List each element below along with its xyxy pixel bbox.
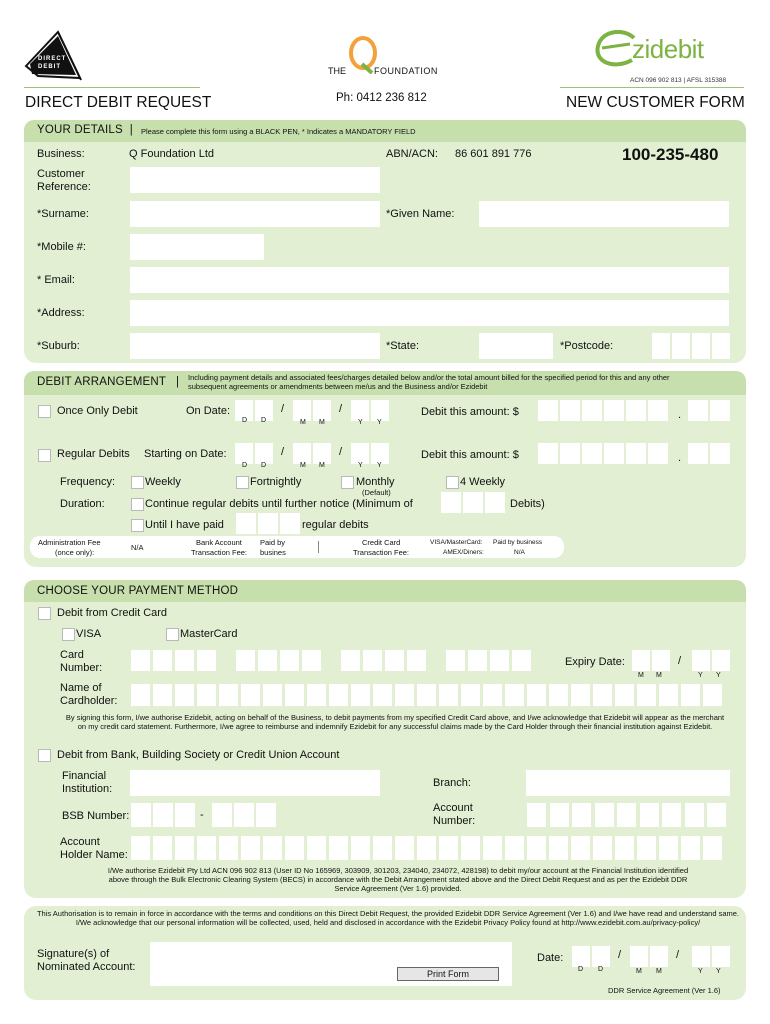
email-label: * Email:	[37, 274, 75, 286]
four-weekly-label: 4 Weekly	[460, 476, 506, 488]
card-number-label: Card Number:	[60, 649, 103, 674]
bsb-digit[interactable]	[212, 803, 232, 827]
account-holder-char[interactable]	[505, 836, 524, 860]
cardholder-name-char[interactable]	[197, 684, 216, 706]
regular-debits-suffix: regular debits	[302, 519, 369, 531]
card-number-digit[interactable]	[446, 650, 465, 671]
account-holder-char[interactable]	[461, 836, 480, 860]
financial-institution-input[interactable]	[130, 770, 380, 796]
sign-date-day2[interactable]	[592, 946, 610, 967]
account-holder-char[interactable]	[241, 836, 260, 860]
payment-method-heading: CHOOSE YOUR PAYMENT METHOD	[37, 585, 239, 597]
bsb-digit[interactable]	[256, 803, 276, 827]
mastercard-checkbox[interactable]	[166, 628, 179, 641]
start-date-month1[interactable]	[293, 443, 311, 464]
cardholder-name-char[interactable]	[373, 684, 392, 706]
dm-y: Y	[358, 462, 363, 469]
continue-label: Continue regular debits until further notice (Minimum of	[145, 498, 413, 510]
account-holder-char[interactable]	[285, 836, 304, 860]
cc-fee-label: Credit Card	[362, 538, 401, 547]
sign-date-month1[interactable]	[630, 946, 648, 967]
card-number-digit[interactable]	[302, 650, 321, 671]
account-holder-char[interactable]	[263, 836, 282, 860]
card-number-digit[interactable]	[468, 650, 487, 671]
dm-m: M	[300, 419, 306, 426]
business-label: Business:	[37, 148, 85, 160]
cardholder-label: Name of Cardholder:	[60, 682, 118, 707]
start-date-day2[interactable]	[255, 443, 273, 464]
account-holder-char[interactable]	[637, 836, 656, 860]
postcode-digit[interactable]	[652, 333, 670, 359]
foundation-the: THE	[328, 66, 346, 76]
customer-reference-input[interactable]	[130, 167, 380, 193]
card-number-digit[interactable]	[153, 650, 172, 671]
regular-amount-digit[interactable]	[582, 443, 602, 464]
postcode-digit[interactable]	[672, 333, 690, 359]
ezidebit-logo	[594, 30, 746, 70]
account-number-digit[interactable]	[572, 803, 591, 827]
cardholder-name-char[interactable]	[505, 684, 524, 706]
minimum-debits-input[interactable]	[485, 492, 505, 513]
postcode-label: *Postcode:	[560, 340, 614, 352]
postcode-digit[interactable]	[692, 333, 710, 359]
cardholder-name-char[interactable]	[417, 684, 436, 706]
decimal-point: .	[678, 452, 682, 464]
account-holder-char[interactable]	[373, 836, 392, 860]
date-label: Date:	[537, 952, 564, 964]
bsb-dash: -	[200, 809, 204, 821]
dm-y: Y	[716, 672, 721, 679]
dm-d: D	[261, 417, 267, 424]
dm-d: D	[578, 966, 584, 973]
starting-date-label: Starting on Date:	[144, 448, 227, 460]
form-subtitle: NEW CUSTOMER FORM	[566, 94, 745, 111]
account-holder-char[interactable]	[681, 836, 700, 860]
dm-m: M	[319, 462, 325, 469]
cardholder-name-char[interactable]	[175, 684, 194, 706]
account-number-digit[interactable]	[640, 803, 659, 827]
account-holder-char[interactable]	[659, 836, 678, 860]
sign-date-year1[interactable]	[692, 946, 710, 967]
debits-suffix: Debits)	[510, 498, 545, 510]
dm-y: Y	[698, 968, 703, 975]
bank-label: Debit from Bank, Building Society or Credit Union Account	[57, 749, 340, 761]
expiry-month1[interactable]	[632, 650, 650, 671]
given-name-label: *Given Name:	[386, 208, 455, 220]
weekly-checkbox[interactable]	[131, 476, 144, 489]
duration-label: Duration:	[60, 498, 105, 510]
bank-fee-sub: Transaction Fee:	[191, 548, 247, 557]
date-slash: /	[281, 446, 285, 458]
state-label: *State:	[386, 340, 420, 352]
account-holder-char[interactable]	[197, 836, 216, 860]
card-number-digit[interactable]	[512, 650, 531, 671]
financial-institution-label: Financial Institution:	[62, 770, 113, 795]
cardholder-name-char[interactable]	[637, 684, 656, 706]
card-number-digit[interactable]	[258, 650, 277, 671]
visa-checkbox[interactable]	[62, 628, 75, 641]
once-cents-digit[interactable]	[710, 400, 730, 421]
dm-d: D	[242, 462, 248, 469]
account-holder-char[interactable]	[439, 836, 458, 860]
cardholder-name-char[interactable]	[703, 684, 722, 706]
amex-value: N/A	[514, 549, 525, 556]
cardholder-name-char[interactable]	[593, 684, 612, 706]
address-input[interactable]	[130, 300, 729, 326]
date-slash: /	[618, 949, 622, 961]
visa-mc-label: VISA/MasterCard:	[430, 539, 483, 546]
account-holder-char[interactable]	[219, 836, 238, 860]
regular-amount-digit[interactable]	[560, 443, 580, 464]
phone-number: Ph: 0412 236 812	[336, 92, 427, 104]
surname-label: *Surname:	[37, 208, 89, 220]
dm-m: M	[656, 968, 662, 975]
dm-y: Y	[377, 419, 382, 426]
once-amount-digit[interactable]	[582, 400, 602, 421]
account-holder-char[interactable]	[417, 836, 436, 860]
your-details-note: Please complete this form using a BLACK PEN, * Indicates a MANDATORY FIELD	[141, 127, 416, 136]
once-cents-digit[interactable]	[688, 400, 708, 421]
cardholder-name-char[interactable]	[483, 684, 502, 706]
start-date-month2[interactable]	[313, 443, 331, 464]
start-date-year2[interactable]	[371, 443, 389, 464]
card-number-digit[interactable]	[407, 650, 426, 671]
account-holder-char[interactable]	[307, 836, 326, 860]
cardholder-name-char[interactable]	[219, 684, 238, 706]
until-paid-input[interactable]	[236, 513, 256, 534]
account-holder-char[interactable]	[395, 836, 414, 860]
print-form-button[interactable]	[397, 967, 499, 981]
regular-amount-digit[interactable]	[604, 443, 624, 464]
credit-card-checkbox[interactable]	[38, 607, 51, 620]
bsb-digit[interactable]	[234, 803, 254, 827]
ezidebit-wordmark: zidebit	[632, 34, 704, 64]
expiry-slash: /	[678, 655, 682, 667]
suburb-label: *Suburb:	[37, 340, 80, 352]
continue-checkbox[interactable]	[131, 498, 144, 511]
expiry-year1[interactable]	[692, 650, 710, 671]
sign-date-day1[interactable]	[572, 946, 590, 967]
dm-d: D	[242, 417, 248, 424]
debit-arrangement-heading: DEBIT ARRANGEMENT |	[37, 376, 180, 388]
decimal-point: .	[678, 409, 682, 421]
cardholder-name-char[interactable]	[351, 684, 370, 706]
once-amount-digit[interactable]	[648, 400, 668, 421]
branch-input[interactable]	[526, 770, 730, 796]
dm-d: D	[598, 966, 604, 973]
mobile-label: *Mobile #:	[37, 241, 86, 253]
account-number-digit[interactable]	[527, 803, 546, 827]
account-holder-char[interactable]	[131, 836, 150, 860]
admin-fee-sub: (once only):	[55, 548, 95, 557]
date-slash: /	[676, 949, 680, 961]
account-holder-char[interactable]	[549, 836, 568, 860]
cardholder-name-char[interactable]	[263, 684, 282, 706]
visa-mc-value: Paid by business	[493, 539, 543, 546]
cardholder-name-char[interactable]	[439, 684, 458, 706]
expiry-label: Expiry Date:	[565, 656, 625, 668]
dm-m: M	[638, 672, 644, 679]
until-paid-label: Until I have paid	[145, 519, 224, 531]
sign-date-month2[interactable]	[650, 946, 668, 967]
account-holder-char[interactable]	[527, 836, 546, 860]
card-number-digit[interactable]	[363, 650, 382, 671]
cardholder-name-char[interactable]	[549, 684, 568, 706]
print-form-label: Print Form	[426, 969, 469, 979]
on-date-year2[interactable]	[371, 400, 389, 421]
dm-y: Y	[377, 462, 382, 469]
account-number-digit[interactable]	[662, 803, 681, 827]
business-value: Q Foundation Ltd	[129, 148, 215, 160]
card-number-digit[interactable]	[490, 650, 509, 671]
account-holder-char[interactable]	[593, 836, 612, 860]
on-date-label: On Date:	[186, 405, 231, 417]
fortnightly-label: Fortnightly	[250, 476, 302, 488]
bank-fee-value2: busines	[260, 548, 286, 557]
given-name-input[interactable]	[479, 201, 729, 227]
account-holder-char[interactable]	[329, 836, 348, 860]
cardholder-name-char[interactable]	[615, 684, 634, 706]
footer-version: DDR Service Agreement (Ver 1.6)	[608, 986, 721, 995]
account-holder-char[interactable]	[153, 836, 172, 860]
email-input[interactable]	[130, 267, 729, 293]
dm-d: D	[261, 462, 267, 469]
foundation-name: FOUNDATION	[374, 66, 438, 76]
cardholder-name-char[interactable]	[241, 684, 260, 706]
account-number-digit[interactable]	[550, 803, 569, 827]
acn-line: ACN 096 902 813 | AFSL 315388	[630, 77, 727, 84]
four-weekly-checkbox[interactable]	[446, 476, 459, 489]
dd-logo-text2: DEBIT	[38, 64, 61, 70]
form-title: DIRECT DEBIT REQUEST	[25, 94, 212, 111]
debit-amount-label: Debit this amount: $	[421, 406, 519, 418]
cardholder-name-char[interactable]	[461, 684, 480, 706]
your-details-heading: YOUR DETAILS |	[37, 124, 133, 136]
bank-checkbox[interactable]	[38, 749, 51, 762]
cardholder-name-char[interactable]	[285, 684, 304, 706]
account-number-digit[interactable]	[685, 803, 704, 827]
cc-authorisation-text: By signing this form, I/we authorise Ezidebit, acting on behalf of the Business, to debit payments from my specified Credit Card above, and I/we acknowledge that Ezidebit will appear as the merchant on my credit card statement. Furthermore, I/we agree to reimburse and indemnify Ezidebit for any successful claims made by the Card Holder through their financial institution against Ezidebit.	[65, 713, 725, 731]
regular-amount-digit[interactable]	[648, 443, 668, 464]
regular-debits-label: Regular Debits	[57, 448, 130, 460]
account-holder-char[interactable]	[703, 836, 722, 860]
reference-number: 100-235-480	[622, 145, 719, 164]
once-amount-digit[interactable]	[538, 400, 558, 421]
regular-debits-checkbox[interactable]	[38, 449, 51, 462]
card-number-digit[interactable]	[341, 650, 360, 671]
bsb-digit[interactable]	[175, 803, 195, 827]
cardholder-name-char[interactable]	[681, 684, 700, 706]
on-date-month2[interactable]	[313, 400, 331, 421]
fortnightly-checkbox[interactable]	[236, 476, 249, 489]
cardholder-name-char[interactable]	[527, 684, 546, 706]
amex-label: AMEX/Diners:	[443, 549, 484, 556]
credit-card-label: Debit from Credit Card	[57, 607, 168, 619]
holder-name-label: Account Holder Name:	[60, 836, 128, 861]
mastercard-label: MasterCard	[180, 628, 238, 640]
cardholder-name-char[interactable]	[329, 684, 348, 706]
bank-fee-value1: Paid by	[260, 538, 286, 547]
account-number-digit[interactable]	[595, 803, 614, 827]
card-number-digit[interactable]	[131, 650, 150, 671]
card-number-digit[interactable]	[197, 650, 216, 671]
start-date-day1[interactable]	[235, 443, 253, 464]
cardholder-name-char[interactable]	[571, 684, 590, 706]
start-date-year1[interactable]	[351, 443, 369, 464]
dm-y: Y	[698, 672, 703, 679]
once-only-label: Once Only Debit	[57, 405, 138, 417]
cardholder-name-char[interactable]	[153, 684, 172, 706]
date-slash: /	[281, 403, 285, 415]
until-paid-checkbox[interactable]	[131, 519, 144, 532]
frequency-label: Frequency:	[60, 476, 116, 488]
regular-cents-digit[interactable]	[710, 443, 730, 464]
once-only-checkbox[interactable]	[38, 405, 51, 418]
bsb-digit[interactable]	[131, 803, 151, 827]
admin-fee-value: N/A	[131, 543, 144, 552]
account-holder-char[interactable]	[483, 836, 502, 860]
suburb-input[interactable]	[130, 333, 380, 359]
until-paid-input[interactable]	[258, 513, 278, 534]
account-holder-char[interactable]	[615, 836, 634, 860]
expiry-month2[interactable]	[652, 650, 670, 671]
cardholder-name-char[interactable]	[307, 684, 326, 706]
cardholder-name-char[interactable]	[659, 684, 678, 706]
date-slash: /	[339, 446, 343, 458]
admin-fee-label: Administration Fee	[38, 538, 101, 547]
dm-m: M	[319, 419, 325, 426]
visa-label: VISA	[76, 628, 102, 640]
card-number-digit[interactable]	[236, 650, 255, 671]
dm-m: M	[300, 462, 306, 469]
regular-amount-digit[interactable]	[626, 443, 646, 464]
account-number-label: Account Number:	[433, 802, 476, 827]
dm-y: Y	[358, 419, 363, 426]
card-number-digit[interactable]	[175, 650, 194, 671]
expiry-year2[interactable]	[712, 650, 730, 671]
authorisation-text: This Authorisation is to remain in force in accordance with the terms and conditions on this Direct Debit Request, the provided Ezidebit DDR Service Agreement (Ver 1.6) and I/we have read and understand same. I/We acknowledge that our personal information will be collected, used, held and disclosed in accordance with the Ezidebit Privacy Policy found at http://www.ezidebit.com.au/privacy-policy/	[36, 909, 740, 927]
debit-arrangement-note: Including payment details and associated fees/charges detailed below and/or the total amount billed for the specified period for this and any other subsequent agreements or amendments between me/us and the Business and/or Ezidebit	[188, 373, 670, 391]
abn-label: ABN/ACN:	[386, 148, 438, 160]
cardholder-name-char[interactable]	[395, 684, 414, 706]
state-input[interactable]	[479, 333, 553, 359]
date-slash: /	[339, 403, 343, 415]
minimum-debits-input[interactable]	[463, 492, 483, 513]
until-paid-input[interactable]	[280, 513, 300, 534]
dm-m: M	[656, 672, 662, 679]
account-number-digit[interactable]	[617, 803, 636, 827]
card-number-digit[interactable]	[280, 650, 299, 671]
cc-fee-sub: Transaction Fee:	[353, 548, 409, 557]
cardholder-name-char[interactable]	[131, 684, 150, 706]
once-amount-digit[interactable]	[604, 400, 624, 421]
dd-logo-text1: DIRECT	[38, 56, 67, 62]
account-holder-char[interactable]	[571, 836, 590, 860]
once-amount-digit[interactable]	[626, 400, 646, 421]
sign-date-year2[interactable]	[712, 946, 730, 967]
monthly-default: (Default)	[362, 488, 391, 497]
monthly-label: Monthly	[356, 476, 395, 488]
regular-cents-digit[interactable]	[688, 443, 708, 464]
card-number-digit[interactable]	[385, 650, 404, 671]
account-number-digit[interactable]	[707, 803, 726, 827]
abn-value: 86 601 891 776	[455, 148, 532, 160]
bank-fee-label: Bank Account	[196, 538, 242, 547]
minimum-debits-input[interactable]	[441, 492, 461, 513]
once-amount-digit[interactable]	[560, 400, 580, 421]
weekly-label: Weekly	[145, 476, 181, 488]
debit-amount-label: Debit this amount: $	[421, 449, 519, 461]
bsb-digit[interactable]	[153, 803, 173, 827]
bank-authorisation-text: I/We authorise Ezidebit Pty Ltd ACN 096 902 813 (User ID No 165969, 303909, 301203, 234040, 234072, 428198) to debit my/our account at the Financial Institution identified above through the Bulk Electronic Clearing System (BECS) in accordance with the Debit Arrangement stated above and the Direct Debit Request and as per the Ezidebit DDR Service Agreement (Ver 1.6) provided.	[107, 866, 689, 893]
mobile-input[interactable]	[130, 234, 264, 260]
bsb-label: BSB Number:	[62, 810, 130, 822]
postcode-digit[interactable]	[712, 333, 730, 359]
surname-input[interactable]	[130, 201, 380, 227]
branch-label: Branch:	[433, 777, 471, 789]
regular-amount-digit[interactable]	[538, 443, 558, 464]
customer-reference-label: Customer Reference:	[37, 168, 91, 193]
q-foundation-logo	[320, 40, 450, 82]
account-holder-char[interactable]	[175, 836, 194, 860]
on-date-month1[interactable]	[293, 400, 311, 421]
direct-debit-logo	[24, 30, 84, 82]
dm-y: Y	[716, 968, 721, 975]
signature-label: Signature(s) of Nominated Account:	[37, 948, 136, 973]
monthly-checkbox[interactable]	[341, 476, 354, 489]
address-label: *Address:	[37, 307, 85, 319]
dm-m: M	[636, 968, 642, 975]
on-date-year1[interactable]	[351, 400, 369, 421]
account-holder-char[interactable]	[351, 836, 370, 860]
